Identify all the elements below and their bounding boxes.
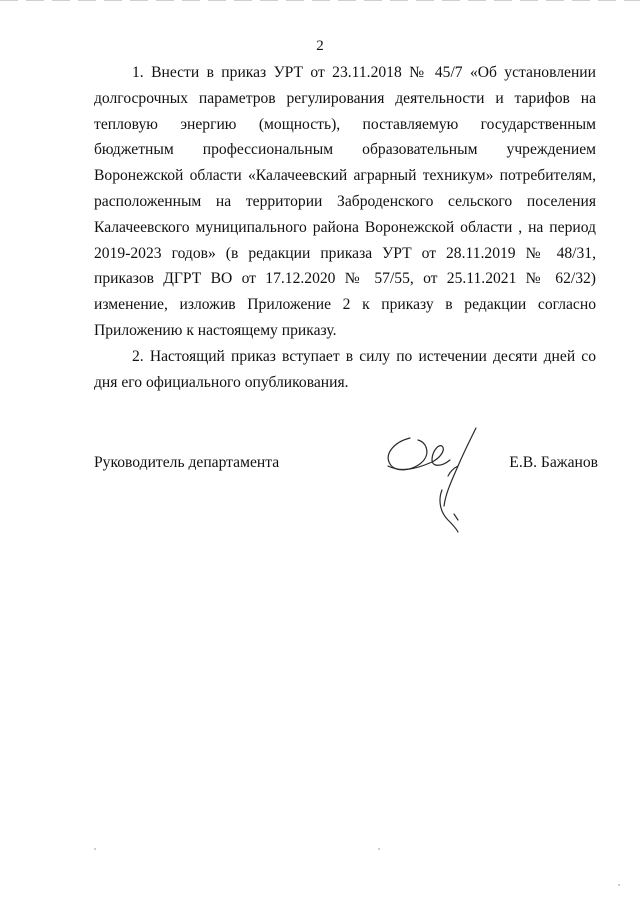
signatory-name: Е.В. Бажанов (509, 454, 598, 471)
scan-speck (618, 884, 620, 886)
scan-speck (378, 848, 380, 850)
signatory-title: Руководитель департамента (94, 454, 280, 471)
handwritten-signature (380, 420, 490, 535)
signature-block (94, 454, 598, 484)
paragraph-2: 2. Настоящий приказ вступает в силу по истечении десяти дней со дня его официального опубликования. (94, 347, 596, 391)
scan-speck (94, 848, 96, 850)
scan-top-edge (0, 0, 640, 1)
document-body (94, 60, 596, 395)
page-number: 2 (316, 38, 324, 54)
paragraph-1: 1. Внести в приказ УРТ от 23.11.2018 № 45/7 «Об установлении долгосрочных параметров регулирования деятельности и тарифов на тепловую энергию (мощность), поставляемую государственным бюджетным профессиональным образовательным учреждением Воронежской области «Калачеевский аграрный техникум» потребителям, расположенным на территории Заброденского сельского поселения Калачеевского муниципального района Воронежской области , на период 2019-2023 годов» (в редакции приказа УРТ от 28.11.2019 № 48/31, приказов ДГРТ ВО от 17.12.2020 № 57/55, от 25.11.2021 № 62/32) изменение, изложив Приложение 2 к приказу в редакции согласно Приложению к настоящему приказу. (94, 64, 596, 339)
